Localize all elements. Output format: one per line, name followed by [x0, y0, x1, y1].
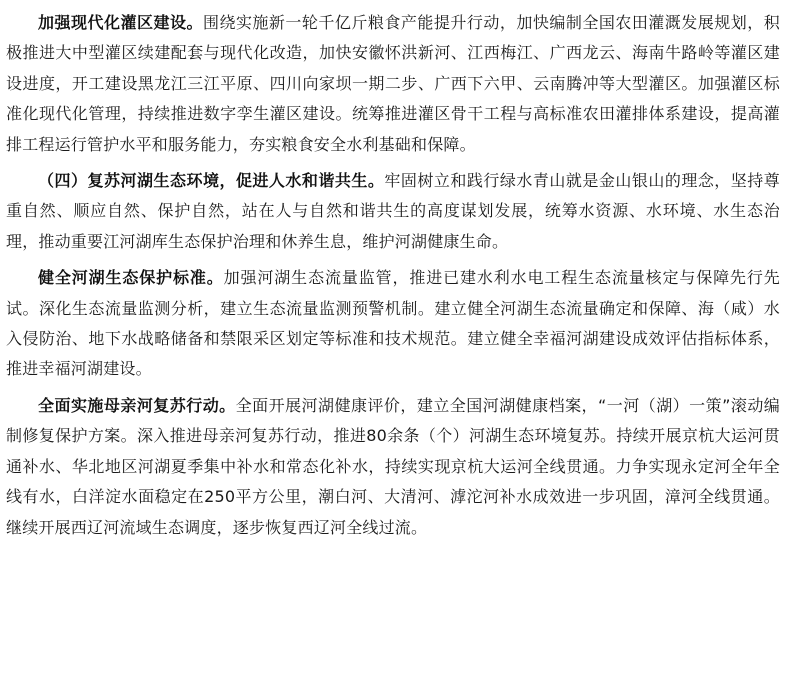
paragraph-body: 牢固树立和践行绿水青山就是金山银山的理念，坚持尊重自然、顺应自然、保护自然，站在人与自然和谐共生的高度谋划发展，统筹水资源、水环境、水生态治理，推动重要江河湖库生态保护治理和休养生息，维护河湖健康生命。: [6, 171, 780, 251]
paragraph-mother-river: [6, 391, 780, 543]
paragraph-ecology-standards: [6, 263, 780, 385]
paragraph-irrigation: [6, 8, 780, 160]
paragraph-body: 全面开展河湖健康评价，建立全国河湖健康档案，“一河（湖）一策”滚动编制修复保护方案。深入推进母亲河复苏行动，推进80余条（个）河湖生态环境复苏。持续开展京杭大运河贯通补水、华北地区河湖夏季集中补水和常态化补水，持续实现京杭大运河全线贯通。力争实现永定河全年全线有水，白洋淀水面稳定在250平方公里，潮白河、大清河、滹沱河补水成效进一步巩固，漳河全线贯通。继续开展西辽河流域生态调度，逐步恢复西辽河全线过流。: [6, 395, 780, 537]
paragraph-lead: 健全河湖生态保护标准。: [38, 268, 224, 288]
paragraph-body: 加强河湖生态流量监管，推进已建水利水电工程生态流量核定与保障先行先试。深化生态流量监测分析，建立生态流量监测预警机制。建立健全河湖生态流量确定和保障、海（咸）水入侵防治、地下水战略储备和禁限采区划定等标准和技术规范。建立健全幸福河湖建设成效评估指标体系，推进幸福河湖建设。: [6, 268, 780, 379]
paragraph-lead: 加强现代化灌区建设。: [38, 13, 203, 32]
paragraph-body: 围绕实施新一轮千亿斤粮食产能提升行动，加快编制全国农田灌溉发展规划，积极推进大中型灌区续建配套与现代化改造，加快安徽怀洪新河、江西梅江、广西龙云、海南牛路岭等灌区建设进度，开工建设黑龙江三江平原、四川向家坝一期二步、广西下六甲、云南腾冲等大型灌区。加强灌区标准化现代化管理，持续推进数字孪生灌区建设。统筹推进灌区骨干工程与高标准农田灌排体系建设，提高灌排工程运行管护水平和服务能力，夯实粮食安全水利基础和保障。: [6, 13, 780, 154]
section-heading: （四）复苏河湖生态环境，促进人水和谐共生。: [38, 171, 385, 191]
paragraph-lead: 全面实施母亲河复苏行动。: [38, 395, 236, 415]
paragraph-ecology-section: [6, 166, 780, 257]
